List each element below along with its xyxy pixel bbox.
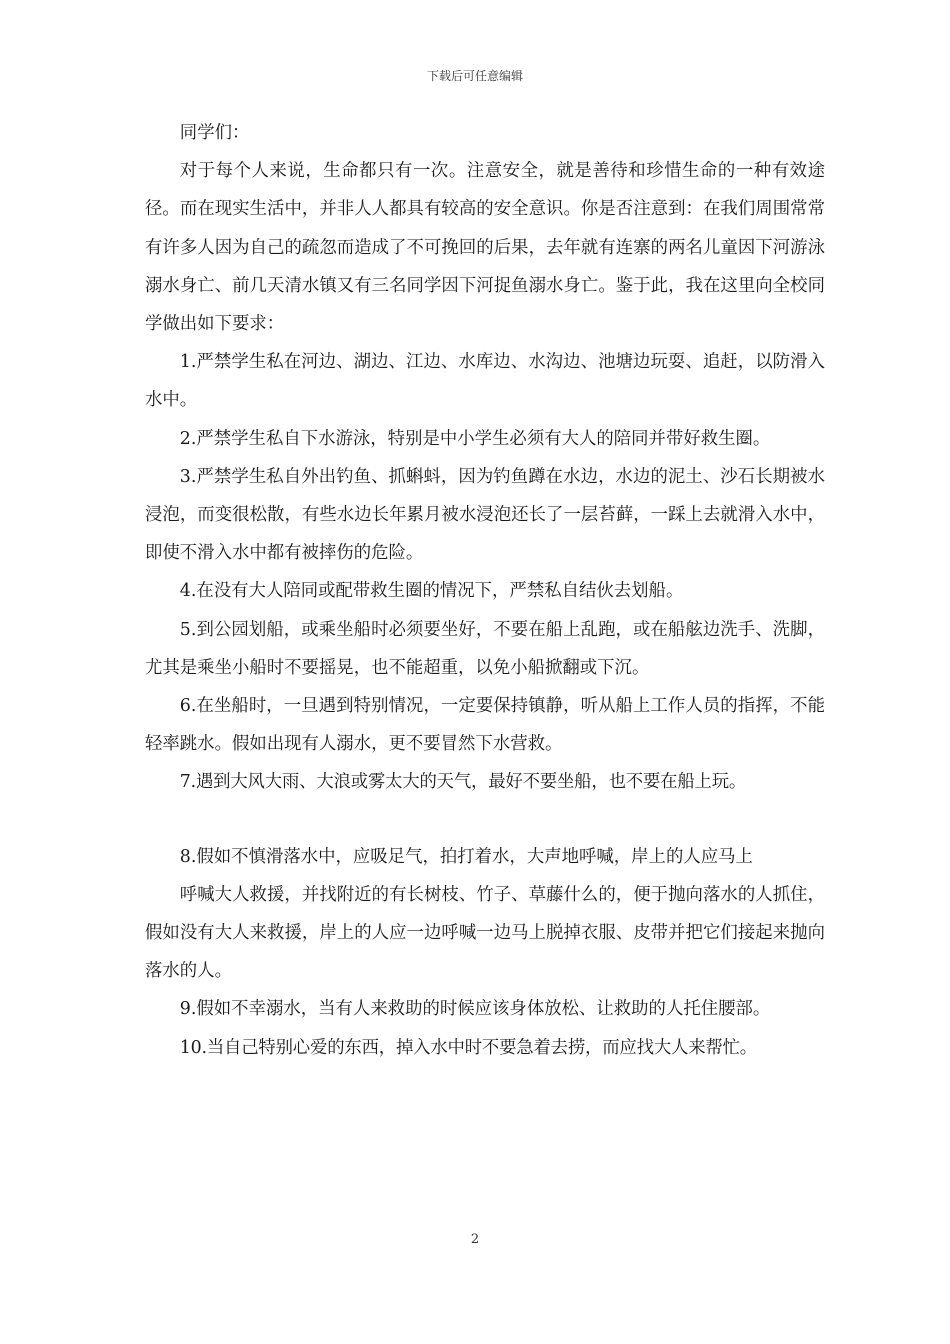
list-item-9: 9.假如不幸溺水，当有人来救助的时候应该身体放松、让救助的人托住腰部。 <box>179 999 771 1020</box>
list-item-1: 1.严禁学生私在河边、湖边、江边、水库边、水沟边、池塘边玩耍、追赶，以防滑入水中。 <box>145 352 825 411</box>
list-item-4: 4.在没有大人陪同或配带救生圈的情况下，严禁私自结伙去划船。 <box>179 581 684 602</box>
page-header-note: 下载后可任意编辑 <box>426 69 523 83</box>
list-item-10: 10.当自己特别心爱的东西，掉入水中时不要急着去捞，而应找大人来帮忙。 <box>179 1037 757 1058</box>
list-item-5: 5.到公园划船，或乘坐船时必须要坐好，不要在船上乱跑，或在船舷边洗手、洗脚，尤其是乘坐小船时不要摇晃，也不能超重，以免小船掀翻或下沉。 <box>145 619 825 678</box>
intro-paragraph: 对于每个人来说，生命都只有一次。注意安全，就是善待和珍惜生命的一种有效途径。而在现实生活中，并非人人都具有较高的安全意识。你是否注意到：在我们周围常常有许多人因为自己的疏忽而造成了不可挽回的后果，去年就有连寨的两名儿童因下河游泳溺水身亡、前几天清水镇又有三名同学因下河捉鱼溺水身亡。鉴于此，我在这里向全校同学做出如下要求： <box>145 161 825 335</box>
list-item-7: 7.遇到大风大雨、大浪或雾太大的天气，最好不要坐船，也不要在船上玩。 <box>179 772 747 793</box>
list-item-3: 3.严禁学生私自外出钓鱼、抓蝌蚪，因为钓鱼蹲在水边，水边的泥土、沙石长期被水浸泡，而变很松散，有些水边长年累月被水浸泡还长了一层苔藓，一踩上去就滑入水中，即使不滑入水中都有被摔伤的危险。 <box>145 466 825 564</box>
page-number: 2 <box>470 1232 480 1247</box>
list-item-6: 6.在坐船时，一旦遇到特别情况，一定要保持镇静，听从船上工作人员的指挥，不能轻率跳水。假如出现有人溺水，更不要冒然下水营救。 <box>145 696 825 755</box>
list-item-2: 2.严禁学生私自下水游泳，特别是中小学生必须有大人的陪同并带好救生圈。 <box>179 428 771 449</box>
blank-line <box>145 802 825 838</box>
document-body <box>145 114 825 1067</box>
greeting: 同学们： <box>179 123 250 143</box>
list-item-8-continued: 呼喊大人救援，并找附近的有长树枝、竹子、草藤什么的，便于抛向落水的人抓住，假如没有大人来救援，岸上的人应一边呼喊一边马上脱掉衣服、皮带并把它们接起来抛向落水的人。 <box>145 884 825 982</box>
list-item-8: 8.假如不慎滑落水中，应吸足气，拍打着水，大声地呼喊，岸上的人应马上 <box>179 846 753 867</box>
